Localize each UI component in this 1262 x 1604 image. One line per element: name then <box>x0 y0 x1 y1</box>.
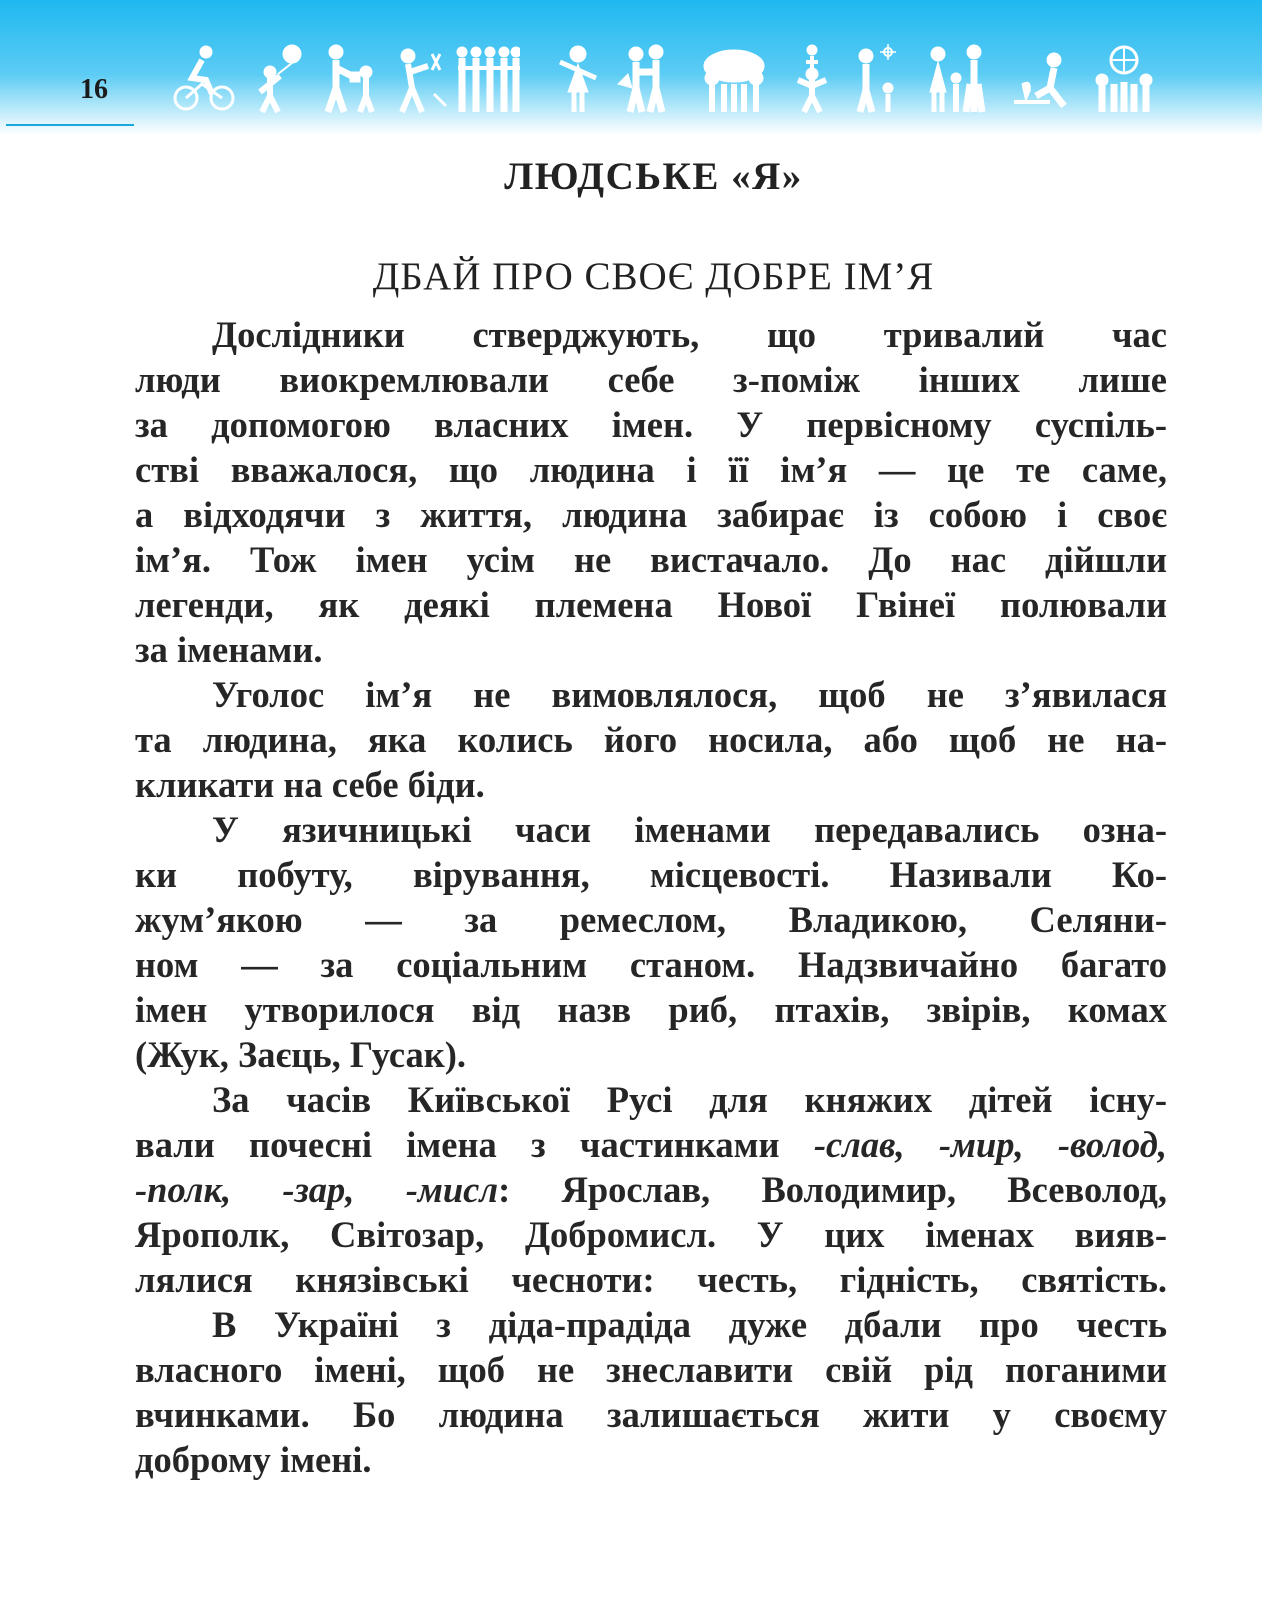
italic-suffixes: -полк, -зар, -мисл <box>135 1169 499 1210</box>
text-line: кликати на себе біди. <box>135 764 485 805</box>
text-line: ім’я. Тож імен усім не вистачало. До нас дійшли <box>135 539 1167 580</box>
text-line: Уголос ім’я не вимовлялося, щоб не з’явилася <box>212 674 1167 715</box>
text-line: За часів Київської Русі для княжих дітей існу- <box>212 1079 1167 1120</box>
text-line: (Жук, Заєць, Гусак). <box>135 1034 467 1075</box>
tree-group-icon <box>702 44 766 114</box>
text-line: люди виокремлювали себе з-поміж інших лише <box>135 359 1167 400</box>
text-run: : Ярослав, Володимир, Всеволод, <box>498 1169 1167 1210</box>
text-line: та людина, яка колись його носила, або щоб не на- <box>135 719 1167 760</box>
text-line: імен утворилося від назв риб, птахів, звірів, комах <box>135 989 1167 1030</box>
crowd-icon <box>456 44 520 114</box>
couple-icon <box>612 44 676 114</box>
pictogram-strip <box>172 44 1182 116</box>
acrobat-icon <box>780 44 844 114</box>
text-line: стві вважалося, що людина і її ім’я — це те саме, <box>135 449 1167 490</box>
text-line: Ярополк, Світозар, Добромисл. У цих іменах вияв- <box>135 1214 1167 1255</box>
text-line <box>135 1167 1167 1213</box>
section-title: ЛЮДСЬКЕ «Я» <box>504 155 803 198</box>
gardener-icon <box>388 44 452 114</box>
text-line: В Україні з діда-прадіда дуже дбали про честь <box>212 1304 1167 1345</box>
teacher-icon <box>548 44 612 114</box>
parent-child-icon <box>848 44 912 114</box>
article-title: ДБАЙ ПРО СВОЄ ДОБРЕ ІМ’Я <box>372 255 935 298</box>
italic-suffixes: -слав, -мир, -волод, <box>813 1124 1167 1165</box>
text-line: вчинками. Бо людина залишається жити у своєму <box>135 1394 1167 1435</box>
text-line: а відходячи з життя, людина забирає із собою і своє <box>135 494 1167 535</box>
text-run: вали почесні імена з частинками <box>135 1124 814 1165</box>
adult-child-icon <box>318 44 382 114</box>
globe-people-icon <box>1092 44 1156 114</box>
family-icon <box>924 44 988 114</box>
text-line: доброму імені. <box>135 1439 372 1480</box>
text-line: ном — за соціальним станом. Надзвичайно багато <box>135 944 1167 985</box>
page-number: 16 <box>80 74 108 105</box>
text-line: ки побуту, вірування, місцевості. Називали Ко- <box>135 854 1167 895</box>
planting-icon <box>1010 44 1074 114</box>
text-line: лялися князівські чесноти: честь, гідність, святість. <box>135 1259 1167 1300</box>
text-line <box>135 1122 1167 1168</box>
cyclist-icon <box>172 44 236 114</box>
text-line: У язичницькі часи іменами передавались озна- <box>212 809 1167 850</box>
page-number-rule <box>6 124 134 126</box>
text-line: власного імені, щоб не знеславити свій рід поганими <box>135 1349 1167 1390</box>
text-line: легенди, як деякі племена Нової Гвінеї полювали <box>135 584 1167 625</box>
text-line: за допомогою власних імен. У первісному суспіль- <box>135 404 1167 445</box>
text-line: Дослідники стверджують, що тривалий час <box>212 314 1167 355</box>
text-line: за іменами. <box>135 629 323 670</box>
text-line: жум’якою — за ремеслом, Владикою, Селяни- <box>135 899 1167 940</box>
child-balloon-icon <box>248 44 312 114</box>
